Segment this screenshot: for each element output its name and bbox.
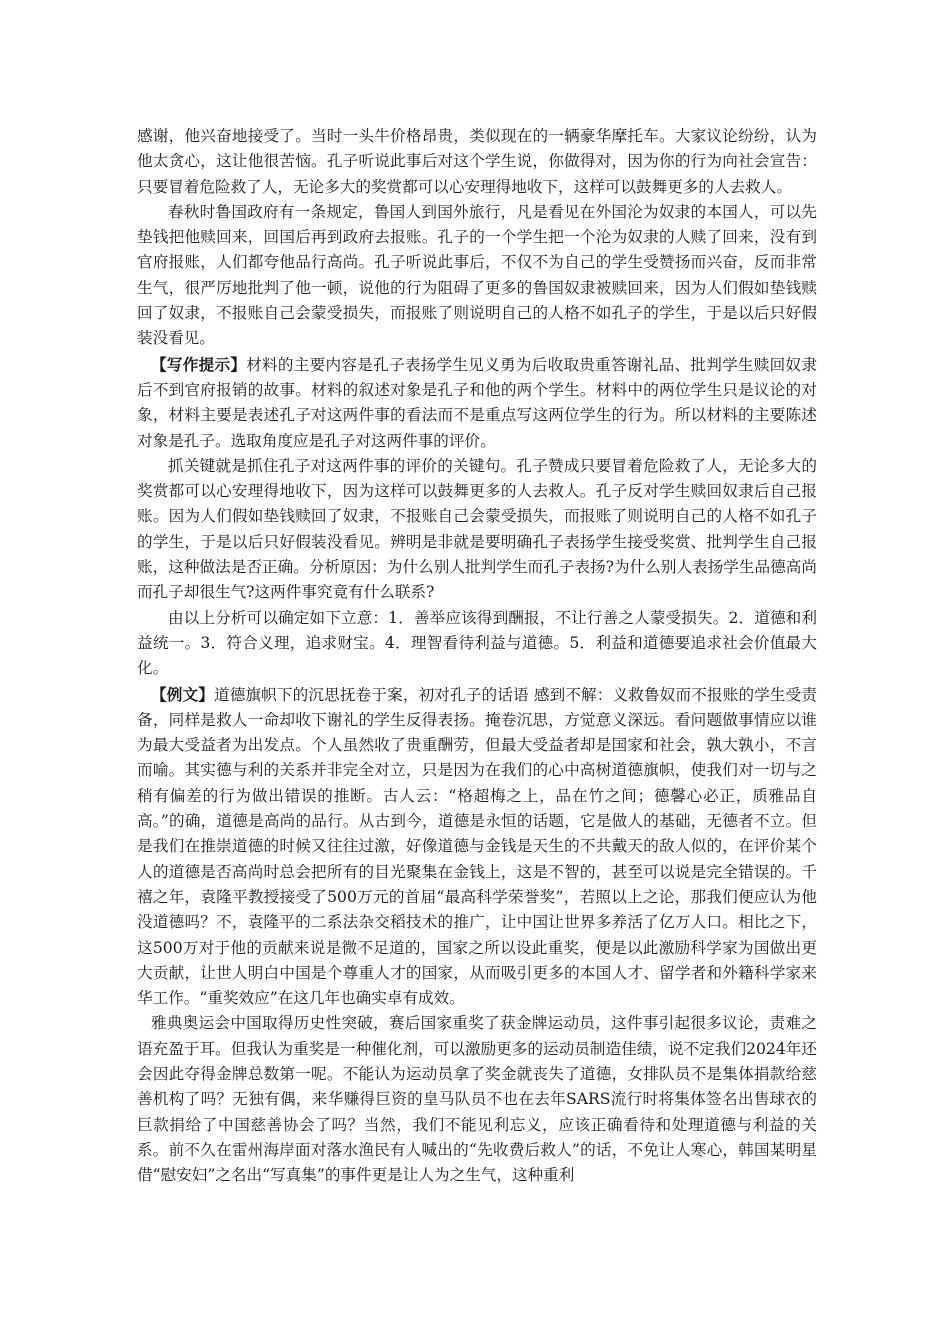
paragraph-key-points: 抓关键就是抓住孔子对这两件事的评价的关键句。孔子赞成只要冒着危险救了人，无论多大的奖赏都可以心安理得地收下，因为这样可以鼓舞更多的人去救人。孔子反对学生赎回奴隶后自己报账。因为人们假如垫钱赎回了奴隶，不报账自己会蒙受损失，而报账了则说明自己的人格不如孔子的学生，于是以后只好假装没看见。辨明是非就是要明确孔子表扬学生接受奖赏、批判学生自己报账，这种做法是否正确。分析原因：为什么别人批判学生而孔子表扬?为什么别人表扬学生品德高尚而孔子却很生气?这两件事究竟有什么联系?: [137, 456, 817, 602]
document-body: [137, 124, 817, 1188]
paragraph-sample-essay: [137, 682, 817, 1012]
paragraph-continued: 感谢，他兴奋地接受了。当时一头牛价格昂贵，类似现在的一辆豪华摩托车。大家议论纷纷，认为他太贪心，这让他很苦恼。孔子听说此事后对这个学生说，你做得对，因为你的行为向社会宣告：只要冒着危险救了人，无论多大的奖赏都可以心安理得地收下，这样可以鼓舞更多的人去救人。: [137, 127, 817, 196]
writing-tip-text: 材料的主要内容是孔子表扬学生见义勇为后收取贵重答谢礼品、批判学生赎回奴隶后不到官府报销的故事。材料的叙述对象是孔子和他的两个学生。材料中的两位学生只是议论的对象，材料主要是表述孔子对这两件事的看法而不是重点写这两位学生的行为。所以材料的主要陈述对象是孔子。选取角度应是孔子对这两件事的评价。: [137, 355, 817, 450]
paragraph-writing-tip: [137, 352, 817, 454]
sample-essay-text: 道德旗帜下的沉思抚卷于案，初对孔子的话语 感到不解：义救鲁奴而不报账的学生受责备，同样是救人一命却收下谢礼的学生反得表扬。掩卷沉思，方觉意义深远。看问题做事情应以谁为最大受益者为出发点。个人虽然收了贵重酬劳，但最大受益者却是国家和社会，孰大孰小，不言而喻。其实德与利的关系并非完全对立，只是因为在我们的心中高树道德旗帜，使我们对一切与之稍有偏差的行为做出错误的推断。古人云：“格超梅之上，品在竹之间；德馨心必正，质雅品自高。”的确，道德是高尚的品行。从古到今，道德是永恒的话题，它是做人的基础，无德者不立。但是我们在推崇道德的时候又往往过激，好像道德与金钱是天生的不共戴天的敌人似的，在评价某个人的道德是否高尚时总会把所有的目光聚集在金钱上，这是不智的，甚至可以说是完全错误的。千禧之年，袁隆平教授接受了500万元的首届“最高科学荣誉奖”，若照以上之论，那我们便应认为他没道德吗？不，袁隆平的二系法杂交稻技术的推广，让中国让世界多养活了亿万人口。相比之下，这500万对于他的贡献来说是微不足道的，国家之所以设此重奖，便是以此激励科学家为国做出更大贡献，让世人明白中国是个尊重人才的国家，从而吸引更多的本国人才、留学者和外籍科学家来华工作。“重奖效应”在这几年也确实卓有成效。: [137, 685, 817, 1008]
sample-essay-label: 【例文】: [151, 684, 214, 704]
paragraph-athens-olympics: 雅典奥运会中国取得历史性突破，赛后国家重奖了获金牌运动员，这件事引起很多议论，责难之语充盈于耳。但我认为重奖是一种催化剂，可以激励更多的运动员制造佳绩，说不定我们2024年还会因此夺得金牌总数第一呢。不能认为运动员拿了奖金就丧失了道德，女排队员不是集体捐款给慈善机构了吗？无独有偶，来华赚得巨资的皇马队员不也在去年SARS流行时将集体签名出售球衣的巨款捐给了中国慈善协会了吗？当然，我们不能见利忘义，应该正确看待和处理道德与利益的关系。前不久在雷州海岸面对落水渔民有人喊出的“先收费后救人”的话，不免让人寒心，韩国某明星借“慰安妇”之名出“写真集”的事件更是让人为之生气，这种重利: [137, 1014, 817, 1185]
writing-tip-label: 【写作提示】: [151, 354, 247, 374]
paragraph-lu-law: 春秋时鲁国政府有一条规定，鲁国人到国外旅行，凡是看见在外国沦为奴隶的本国人，可以先垫钱把他赎回来，回国后再到政府去报账。孔子的一个学生把一个沦为奴隶的人赎了回来，没有到官府报账，人们都夸他品行高尚。孔子听说此事后，不仅不为自己的学生受赞扬而兴奋，反而非常生气，很严厉地批判了他一顿，说他的行为阻碍了更多的鲁国奴隶被赎回来，因为人们假如垫钱赎回了奴隶，不报账自己会蒙受损失，而报账了则说明自己的人格不如孔子的学生，于是以后只好假装没看见。: [137, 202, 817, 348]
paragraph-themes: 由以上分析可以确定如下立意：1．善举应该得到酬报，不让行善之人蒙受损失。2．道德和利益统一。3．符合义理，追求财宝。4．理智看待利益与道德。5．利益和道德要追求社会价值最大化。: [137, 608, 817, 678]
